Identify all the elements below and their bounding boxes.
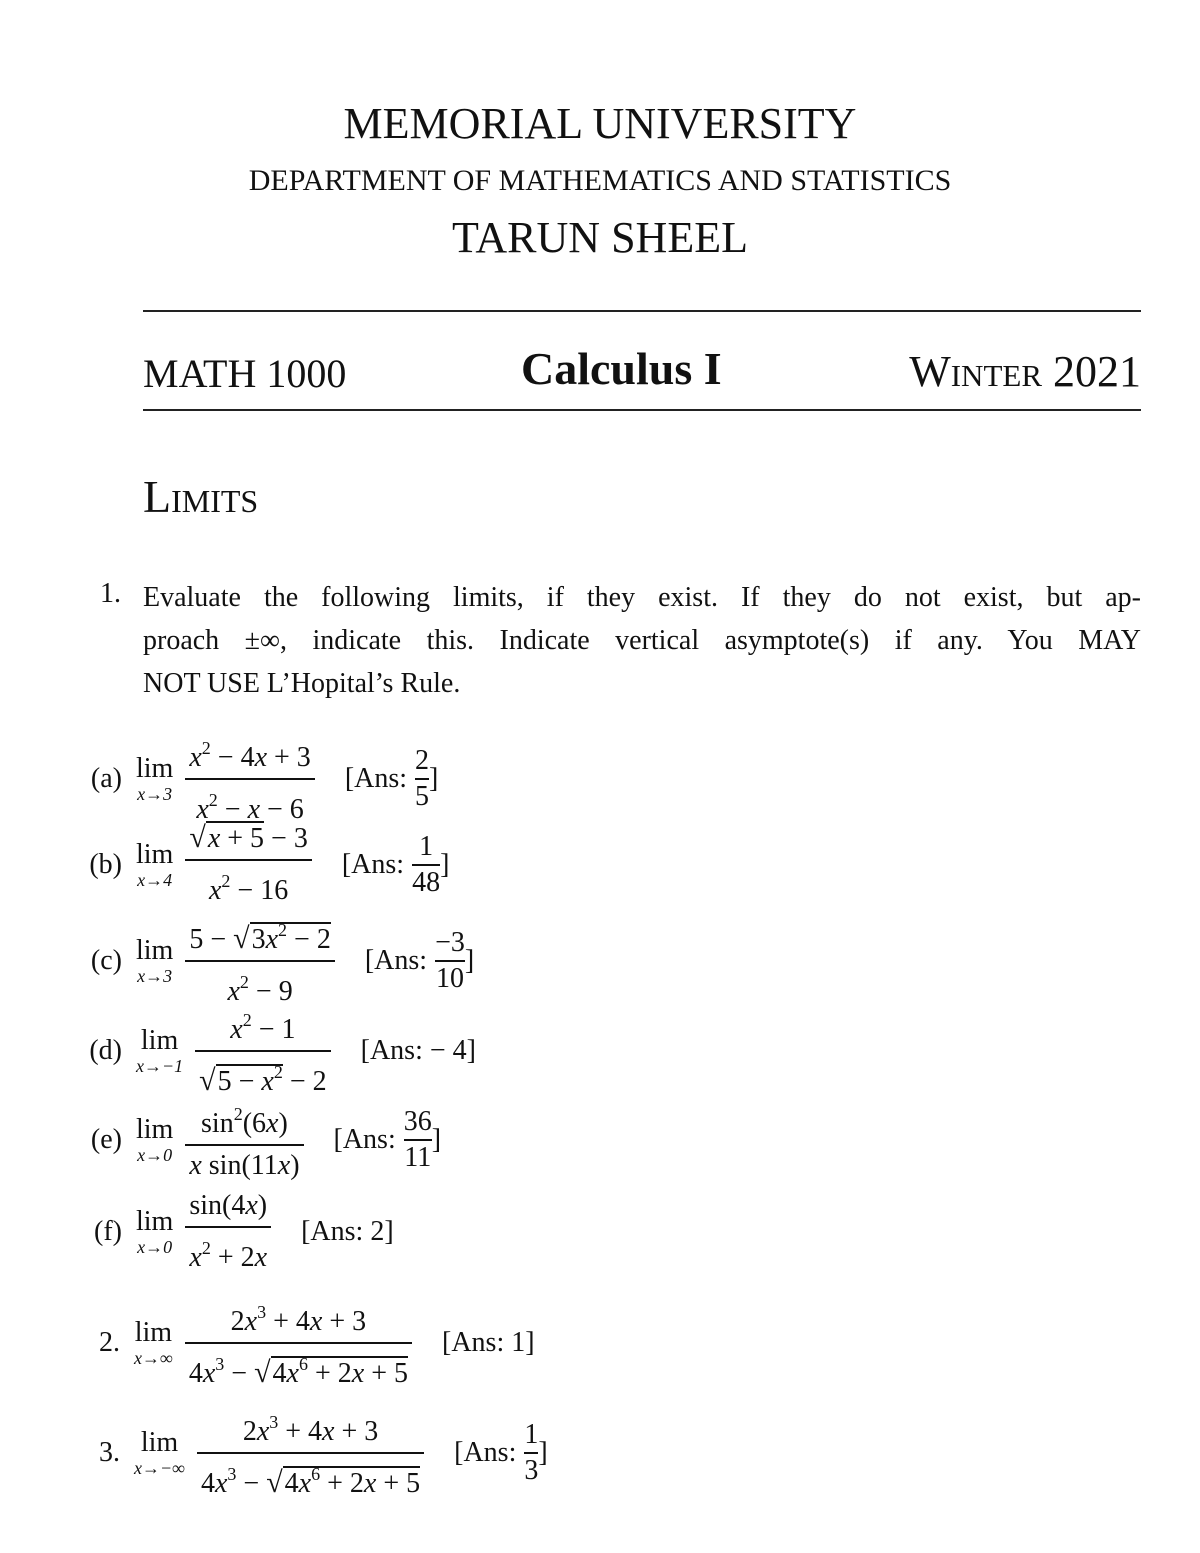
limit-operator: lim x→3 [136, 935, 174, 986]
limit-operator: lim x→0 [136, 1206, 174, 1257]
problem-1a: (a) lim x→3 $\frac{x^2 - 4x + 3}{x^2 - x - 6}$ [Ans: $\frac{2}{5}$ ] [62, 728, 438, 830]
problem-2: 2. lim x→∞ $\frac{2x^3 + 4x + 3}{4x^3 - √4x^6 + 2x + 5}$ [Ans: 1] [60, 1292, 535, 1394]
limit-operator: lim x→4 [136, 838, 174, 890]
limit-operator: lim x→−∞ [134, 1427, 185, 1478]
instructor-name: TARUN SHEEL [452, 213, 748, 262]
limit-operator: lim x→−1 [136, 1025, 184, 1076]
course-code: MATH 1000 [143, 351, 347, 396]
limit-operator: lim x→3 [136, 753, 174, 804]
answer: [Ans: 2] [301, 1216, 394, 1247]
fraction: $\frac{\sin(4x)}{x^2 + 2x}$ [185, 1186, 271, 1278]
university-name: MEMORIAL UNIVERSITY [343, 99, 857, 148]
department-name: DEPARTMENT OF MATHEMATICS AND STATISTICS [248, 164, 952, 197]
answer: [Ans: $\frac{1}{48}$ ] [341, 830, 450, 898]
course-header [143, 340, 1141, 410]
problem-1b: (b) lim x→4 $\frac{√x + 5 - 3}{x^2 - 16}$ [Ans: $\frac{1}{48}$ ] [62, 818, 449, 911]
answer: [Ans: $\frac{36}{11}$ ] [333, 1106, 442, 1173]
fraction: $\frac{2x^3 + 4x + 3}{4x^3 - √4x^6 + 2x + 5}$ [197, 1402, 424, 1504]
problem-1f: (f) lim x→0 $\frac{\sin(4x)}{x^2 + 2x}$ [Ans: 2] [62, 1186, 394, 1278]
answer: [Ans: 1] [442, 1327, 535, 1358]
course-term: Winter 2021 [909, 347, 1141, 396]
fraction: $\frac{x^2 - 1}{√5 - x^2 - 2}$ [195, 1000, 331, 1102]
limit-operator: lim x→∞ [134, 1317, 173, 1368]
question-1-instructions: Evaluate the following limits, if they exist. If they do not exist, but ap- proach ±∞, indicate this. Indicate vertical asymptote(s) if any. You MAY NOT USE L’Hopital’s Rule. [143, 582, 1141, 699]
bottom-rule [143, 409, 1141, 411]
fraction: $\frac{2x^3 + 4x + 3}{4x^3 - √4x^6 + 2x + 5}$ [185, 1292, 412, 1394]
fraction: $\frac{\sin^2(6x)}{\text{x sin(11x)}}$ [185, 1094, 303, 1186]
section-title: Limits [143, 471, 259, 522]
course-title: Calculus I [521, 343, 722, 394]
answer: [Ans: $\frac{-3}{10}$ ] [364, 927, 475, 994]
fraction: $\frac{√x + 5 - 3}{x^2 - 16}$ [185, 818, 312, 911]
limit-operator: lim x→0 [136, 1114, 174, 1165]
problem-3: 3. lim x→−∞ $\frac{2x^3 + 4x + 3}{4x^3 - √4x^6 + 2x + 5}$ [Ans: $\frac{1}{3}$ ] [60, 1402, 548, 1504]
problem-1c: (c) lim x→3 $\frac{5 - √3x^2 - 2}{x^2 - 9}$ [Ans: $\frac{-3}{10}$ ] [62, 910, 474, 1012]
answer: [Ans: $\frac{2}{5}$ ] [344, 745, 439, 812]
answer: [Ans: $\frac{1}{3}$ ] [454, 1419, 548, 1486]
problem-1e: (e) lim x→0 $\frac{\sin^2(6x)}{\text{x sin(11x)}}$ [Ans: $\frac{36}{11}$ ] [62, 1094, 441, 1186]
fraction: $\frac{x^2 - 4x + 3}{x^2 - x - 6}$ [185, 728, 314, 830]
problem-1d: (d) lim x→−1 $\frac{x^2 - 1}{√5 - x^2 - 2}$ [Ans: − 4] [62, 1000, 476, 1102]
top-rule [143, 310, 1141, 312]
answer: [Ans: − 4] [360, 1035, 476, 1066]
question-number: 1. [100, 578, 121, 609]
fraction: $\frac{5 - √3x^2 - 2}{x^2 - 9}$ [185, 910, 335, 1012]
